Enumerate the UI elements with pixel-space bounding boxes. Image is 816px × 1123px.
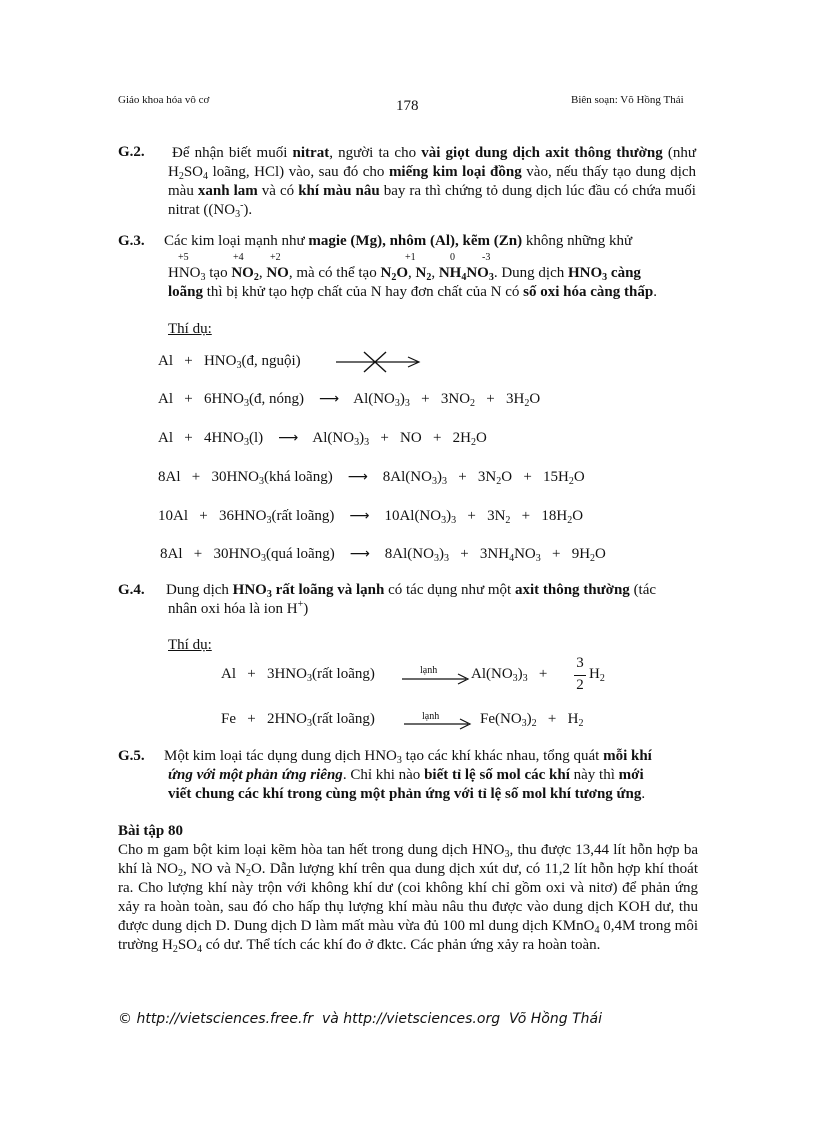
ox-state: +2 [270,252,281,263]
g4-reaction-1: $Al + 3HNO_3(rất$ loãng) [221,666,375,684]
g5-line3: viết chung các khí trong cùng một phản ứng với tỉ lệ số mol khí tương ứng. [168,786,646,802]
arrow-icon [402,672,470,686]
arrow-icon: ⟶ [349,508,370,524]
page-number: 178 [396,98,419,114]
arrow-icon: ⟶ [349,546,370,562]
fraction-numerator: 3 [576,655,584,671]
g5-line2: ứng với một phản ứng riêng. Chỉ khi nào biết tỉ lệ số mol các khí này thì mới [168,767,644,783]
g4-reaction-1-products: $Al(NO_3)_3$ + [471,666,548,684]
g4-reaction-2-products: $Fe(NO_3)_2 + H_2$ [480,711,584,729]
fraction-bar [574,675,586,676]
g4-label: G.4. [118,582,145,598]
g2-label: G.2. [118,144,145,160]
g3-line1: Các kim loại mạnh như magie (Mg), nhôm (Al), kẽm (Zn) không những khử [164,233,633,249]
condition-cold: lạnh [420,665,438,676]
arrow-icon: ⟶ [278,430,299,446]
reaction-5: $10Al + 36HNO_3(rất$ loãng) ⟶ $10Al(NO_3)_3 + 3N_2 + 18H_2O$ [158,508,584,526]
crossed-arrow-icon [334,350,424,374]
g4-reaction-2: $Fe + 2HNO_3(rất$ loãng) [221,711,375,729]
reaction-3: $Al + 4HNO_3(l)$ ⟶ $Al(NO_3)_3$ + NO + $2H_2O$ [158,430,487,448]
arrow-icon: ⟶ [318,391,340,407]
g4-reaction-1-h2: $H_2$ [589,666,605,684]
ox-state: 0 [450,252,455,263]
exercise-text: Cho m gam bột kim loại kẽm hòa tan hết trong dung dịch $HNO_3$, thu được 13,44 lít hỗn hợp ba khí là $NO_2$, NO và $N_2O$. Dẫn lượng khí trên qua dung dịch xút dư, có 11,2 lít hỗn hợp khí thoát ra. Cho lượng khí này trộn với không khí dư (coi không khí chỉ gồm oxi và nitơ) để phản ứng xảy ra hoàn toàn, sau đó cho hấp thụ lượng khí màu nâu thu được vào dung dịch KOH dư, thu được dung dịch D. Dung dịch D làm mất màu vừa đủ 100 ml dung dịch KMnO$_4$ 0,4M trong môi trường $H_2SO_4$ có dư. Thể tích các khí đo ở đktc. Các phản ứng xảy ra hoàn toàn. [118,842,698,955]
g3-label: G.3. [118,233,145,249]
reaction-4: $8Al + 30HNO_3(khá$ loãng) ⟶ $8Al(NO_3)_3 + 3N_2O + 15H_2O$ [158,469,585,487]
arrow-icon: ⟶ [347,469,368,485]
g4-line1: Dung dịch $HNO_3$ rất loãng và lạnh có tác dụng như một axit thông thường (tác [166,582,657,600]
g5-label: G.5. [118,748,145,764]
ox-state: +4 [233,252,244,263]
g3-example-label: Thí dụ: [168,321,212,337]
exercise-title: Bài tập 80 [118,823,184,839]
ox-state: +1 [405,252,416,263]
header-left: Giáo khoa hóa vô cơ [118,94,210,106]
g5-line1: Một kim loại tác dụng dung dịch $HNO_3$ tạo các khí khác nhau, tổng quát mỗi khí [164,748,652,766]
g3-line2: $HNO_3$ tạo $NO_2$, NO, mà có thể tạo $N_2O$, $N_2$, $NH_4NO_3$. Dung dịch $HNO_3$ càng [168,265,641,283]
header-right: Biên soạn: Võ Hồng Thái [571,94,684,106]
reaction-1: $Al + HNO_3(đ$, nguội) [158,353,301,371]
footer-links: © http://vietsciences.free.fr và http://vietsciences.org Võ Hồng Thái [118,1011,602,1027]
fraction-denominator: 2 [576,677,584,693]
g4-example-label: Thí dụ: [168,637,212,653]
g3-line3: loãng thì bị khử tạo hợp chất của N hay đơn chất của N có số oxi hóa càng thấp. [168,284,657,300]
g2-paragraph: Để nhận biết muối nitrat, người ta cho vài giọt dung dịch axit thông thường (như $H_2SO_4$ loãng, HCl) vào, sau đó cho miếng kim loại đồng vào, nếu thấy tạo dung dịch màu xanh lam và có khí màu nâu bay ra thì chứng tỏ dung dịch lúc đầu có chứa muối nitrat ($(NO_3^-)$. [168,145,697,220]
condition-cold: lạnh [422,711,440,722]
ox-state: +5 [178,252,189,263]
g4-line2: nhân oxi hóa là ion H+) [168,599,309,617]
reaction-6: $8Al + 30HNO_3(quá$ loãng) ⟶ $8Al(NO_3)_3 + 3NH_4NO_3 + 9H_2O$ [160,546,606,564]
reaction-2: $Al + 6HNO_3(đ$, nóng) ⟶ $Al(NO_3)_3 + 3NO_2 + 3H_2O$ [158,391,541,409]
ox-state: -3 [482,252,491,263]
arrow-icon [404,717,472,731]
